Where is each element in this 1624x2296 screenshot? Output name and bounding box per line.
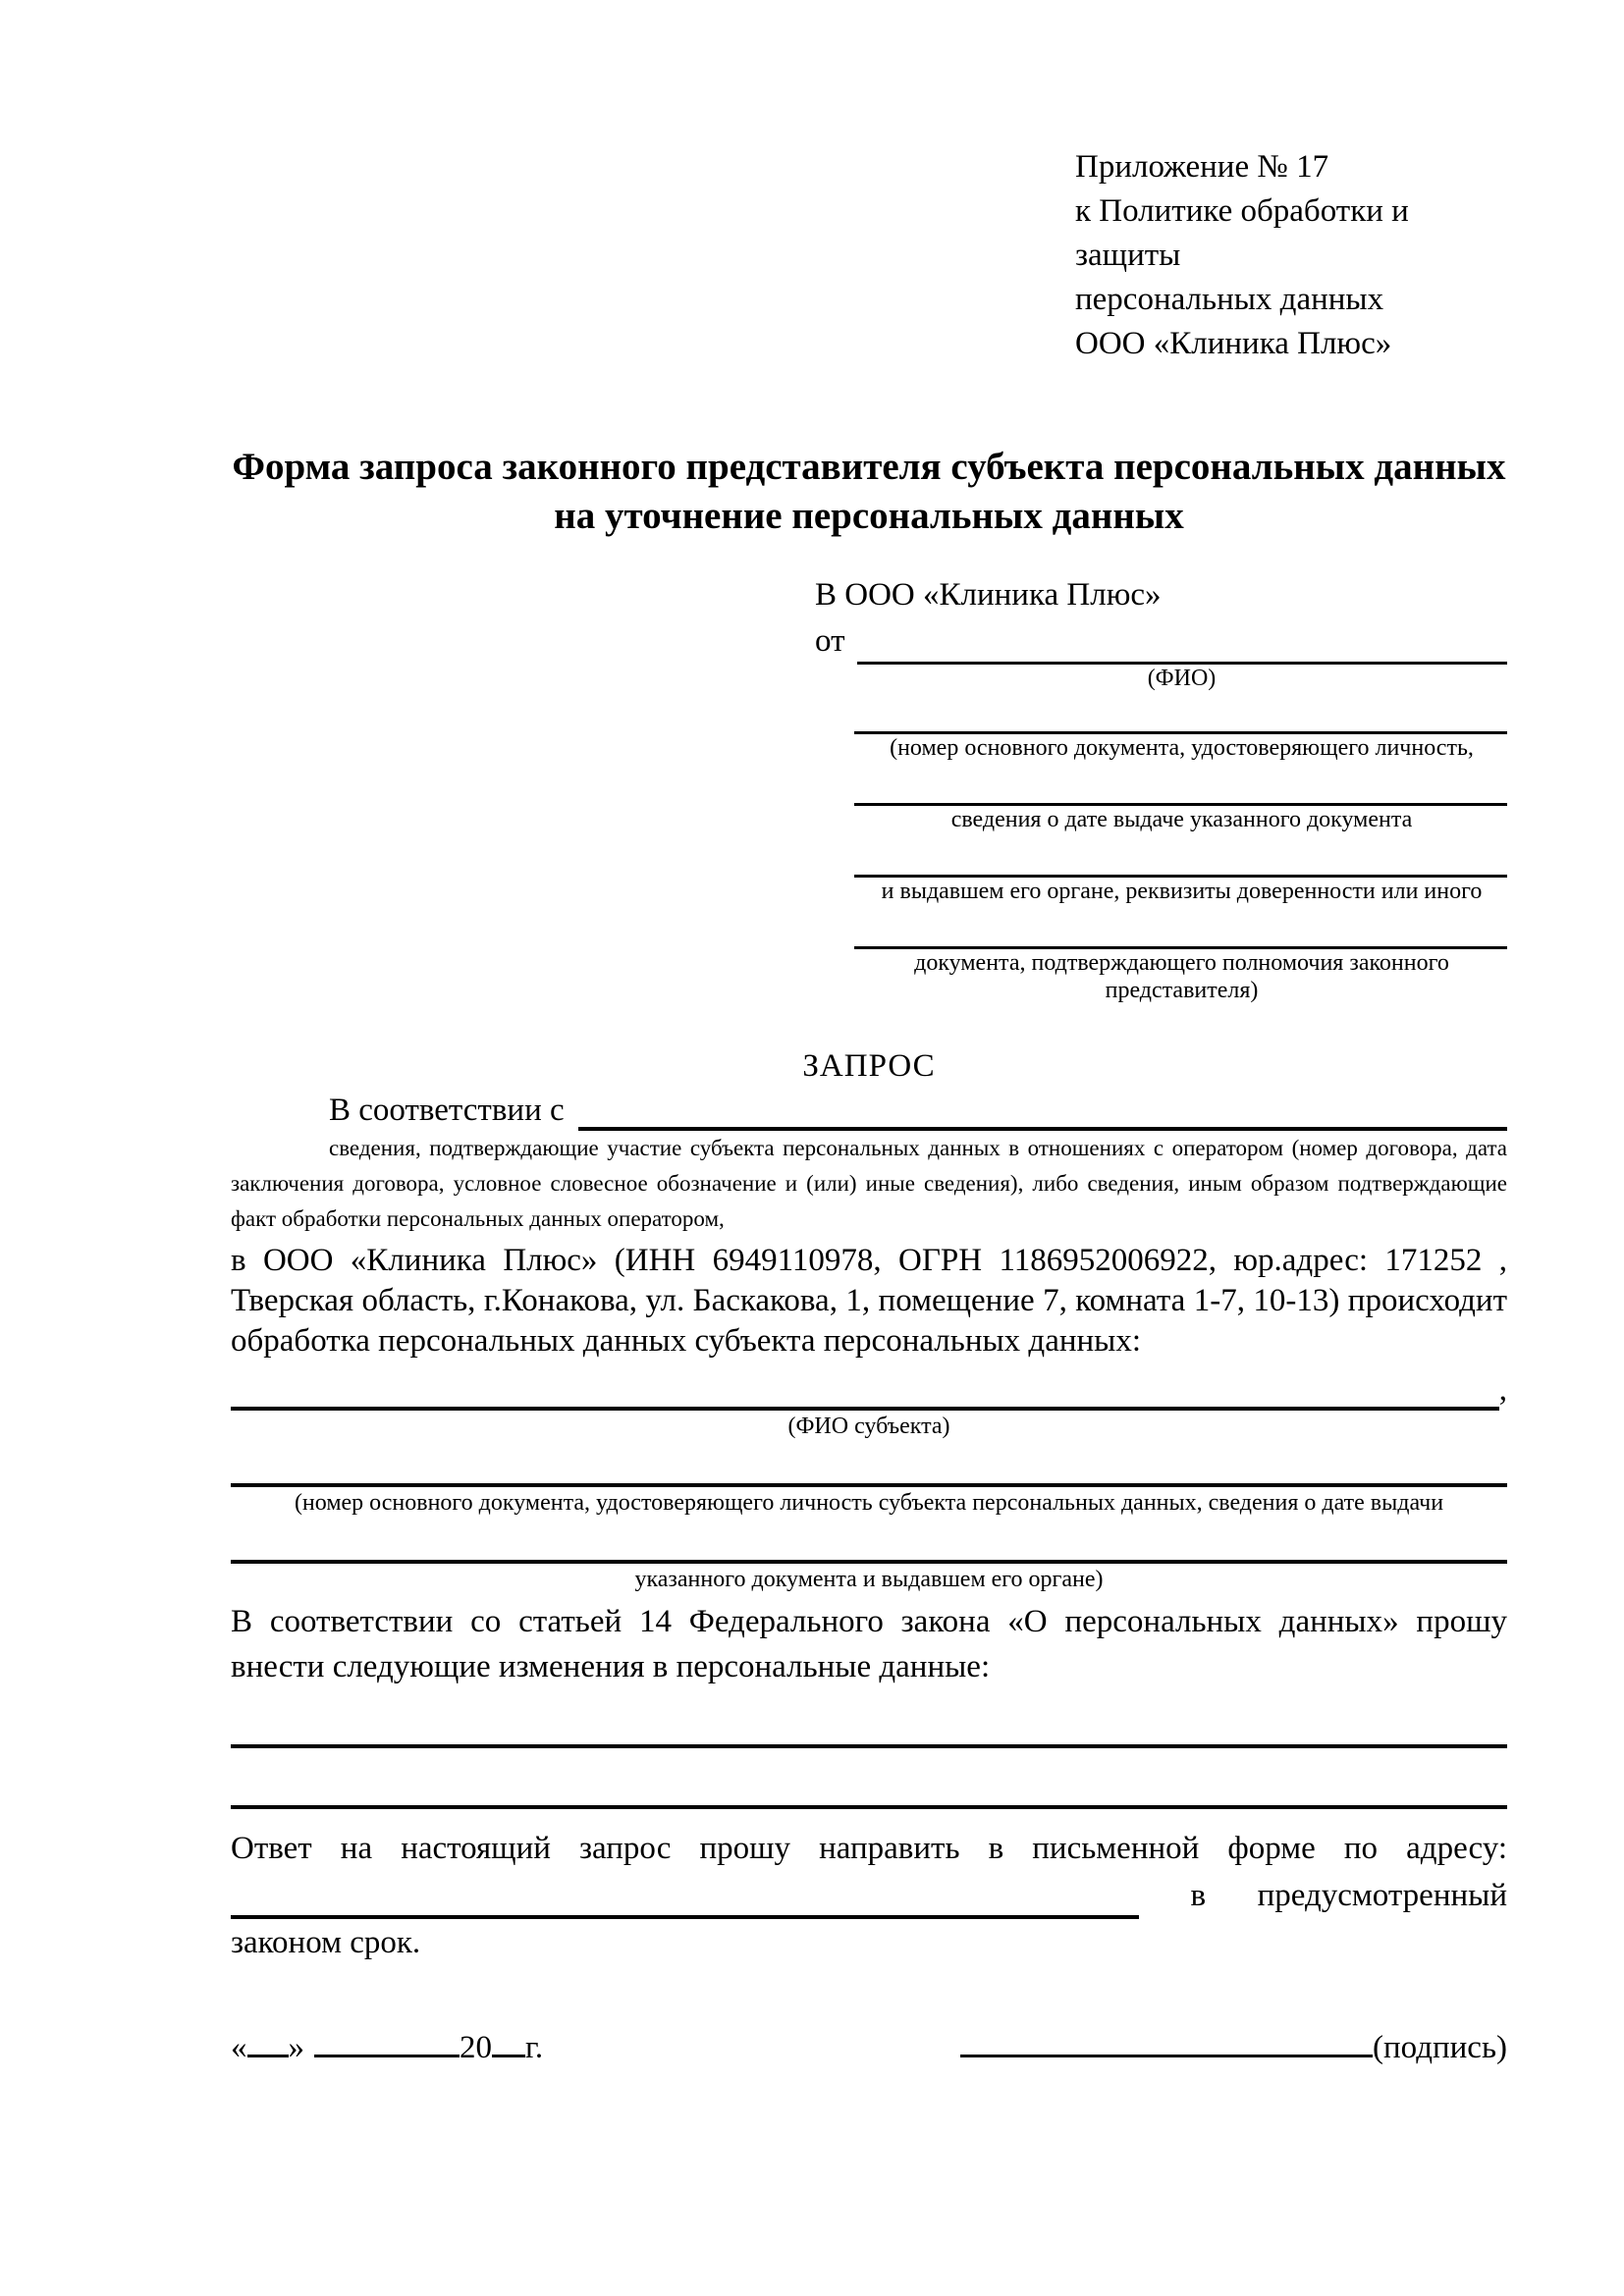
trailing-comma: , bbox=[1498, 1372, 1507, 1408]
representative-doc-blank-field-3 bbox=[854, 835, 1507, 878]
signature-group bbox=[960, 2023, 1507, 2068]
subject-doc-blank-field-2 bbox=[231, 1517, 1507, 1564]
document-title-line2: на уточнение персональных данных bbox=[554, 495, 1184, 537]
representative-doc-blank-field-1 bbox=[854, 692, 1507, 734]
law-paragraph: В соответствии со статьей 14 Федерального закона «О персональных данных» прошу внести следующие изменения в персональные данные: bbox=[231, 1604, 1507, 1684]
appendix-policy-line1: к Политике обработки и защиты bbox=[1075, 193, 1409, 273]
representative-doc-caption-4: документа, подтверждающего полномочия законного представителя) bbox=[914, 950, 1449, 1003]
representative-doc-caption-2: сведения о дате выдаче указанного документа bbox=[950, 807, 1413, 832]
subject-doc-blank-field-1 bbox=[231, 1440, 1507, 1487]
signature-caption: (подпись) bbox=[1373, 2030, 1507, 2065]
representative-doc-blank-field-4 bbox=[854, 907, 1507, 949]
document-title-line1: Форма запроса законного представителя субъекта персональных данных bbox=[232, 446, 1506, 488]
date-suffix: г. bbox=[525, 2030, 544, 2065]
intro-label: В соответствии с bbox=[329, 1093, 565, 1128]
appendix-header bbox=[1075, 145, 1507, 366]
answer-address-row bbox=[231, 1872, 1507, 1919]
representative-doc-caption-1: (номер основного документа, удостоверяющего личность, bbox=[890, 735, 1474, 761]
date-open-quote: « bbox=[231, 2030, 247, 2065]
date-signature-row bbox=[231, 2023, 1507, 2068]
representative-doc-caption-3: и выдавшем его органе, реквизиты доверенности или иного bbox=[881, 879, 1483, 904]
subject-fio-caption: (ФИО субъекта) bbox=[787, 1414, 950, 1439]
changes-blank-field-2 bbox=[231, 1748, 1507, 1809]
appendix-policy-line2: персональных данных bbox=[1075, 282, 1384, 317]
addressee-block bbox=[815, 572, 1507, 1004]
from-row bbox=[815, 618, 1507, 665]
signature-blank-field bbox=[960, 2023, 1373, 2057]
date-day-blank-field bbox=[247, 2025, 289, 2057]
document-title bbox=[231, 443, 1507, 541]
date-close-quote: » bbox=[288, 2030, 304, 2065]
date-month-blank-field bbox=[314, 2025, 460, 2057]
representative-doc-blank-field-2 bbox=[854, 764, 1507, 806]
basis-blank-field bbox=[578, 1092, 1507, 1131]
date-year-blank-field bbox=[492, 2025, 525, 2057]
answer-word-predusmotrenny: предусмотренный bbox=[1257, 1878, 1507, 1913]
answer-paragraph-line1: Ответ на настоящий запрос прошу направить в письменной форме по адресу: bbox=[231, 1831, 1507, 1866]
from-label: от bbox=[815, 623, 845, 659]
representative-name-blank-field bbox=[857, 628, 1508, 665]
date-group bbox=[231, 2025, 543, 2068]
date-year-prefix: 20 bbox=[460, 2030, 492, 2065]
basis-footnote: сведения, подтверждающие участие субъекта персональных данных в отношениях с оператором (номер договора, дата заключения договора, условное словесное обозначение и (или) иные сведения), либо сведения, иным образом подтверждающие факт обработки персональных данных оператором, bbox=[231, 1136, 1507, 1231]
fio-caption: (ФИО) bbox=[1147, 666, 1217, 691]
subject-doc-caption-1: (номер основного документа, удостоверяющего личность субъекта персональных данных, сведения о дате выдачи bbox=[294, 1490, 1444, 1516]
answer-word-v: в bbox=[1190, 1878, 1207, 1913]
subject-doc-caption-2: указанного документа и выдавшем его органе) bbox=[634, 1567, 1104, 1592]
addressee-org: В ООО «Клиника Плюс» bbox=[815, 577, 1162, 613]
request-heading: ЗАПРОС bbox=[802, 1048, 936, 1084]
changes-blank-field-1 bbox=[231, 1689, 1507, 1748]
subject-fio-blank-field bbox=[231, 1369, 1499, 1411]
answer-paragraph-tail: законом срок. bbox=[231, 1925, 421, 1960]
subject-fio-row bbox=[231, 1369, 1507, 1411]
request-intro-row bbox=[231, 1091, 1507, 1131]
address-blank-field bbox=[231, 1878, 1139, 1919]
appendix-org-name: ООО «Клиника Плюс» bbox=[1075, 326, 1392, 361]
operator-paragraph: в ООО «Клиника Плюс» (ИНН 6949110978, ОГРН 1186952006922, юр.адрес: 171252 , Тверская область, г.Конакова, ул. Баскакова, 1, помещение 7, комната 1-7, 10-13) происходит обработка персональных данных субъекта персональных данных: bbox=[231, 1243, 1507, 1359]
appendix-number: Приложение № 17 bbox=[1075, 149, 1329, 185]
